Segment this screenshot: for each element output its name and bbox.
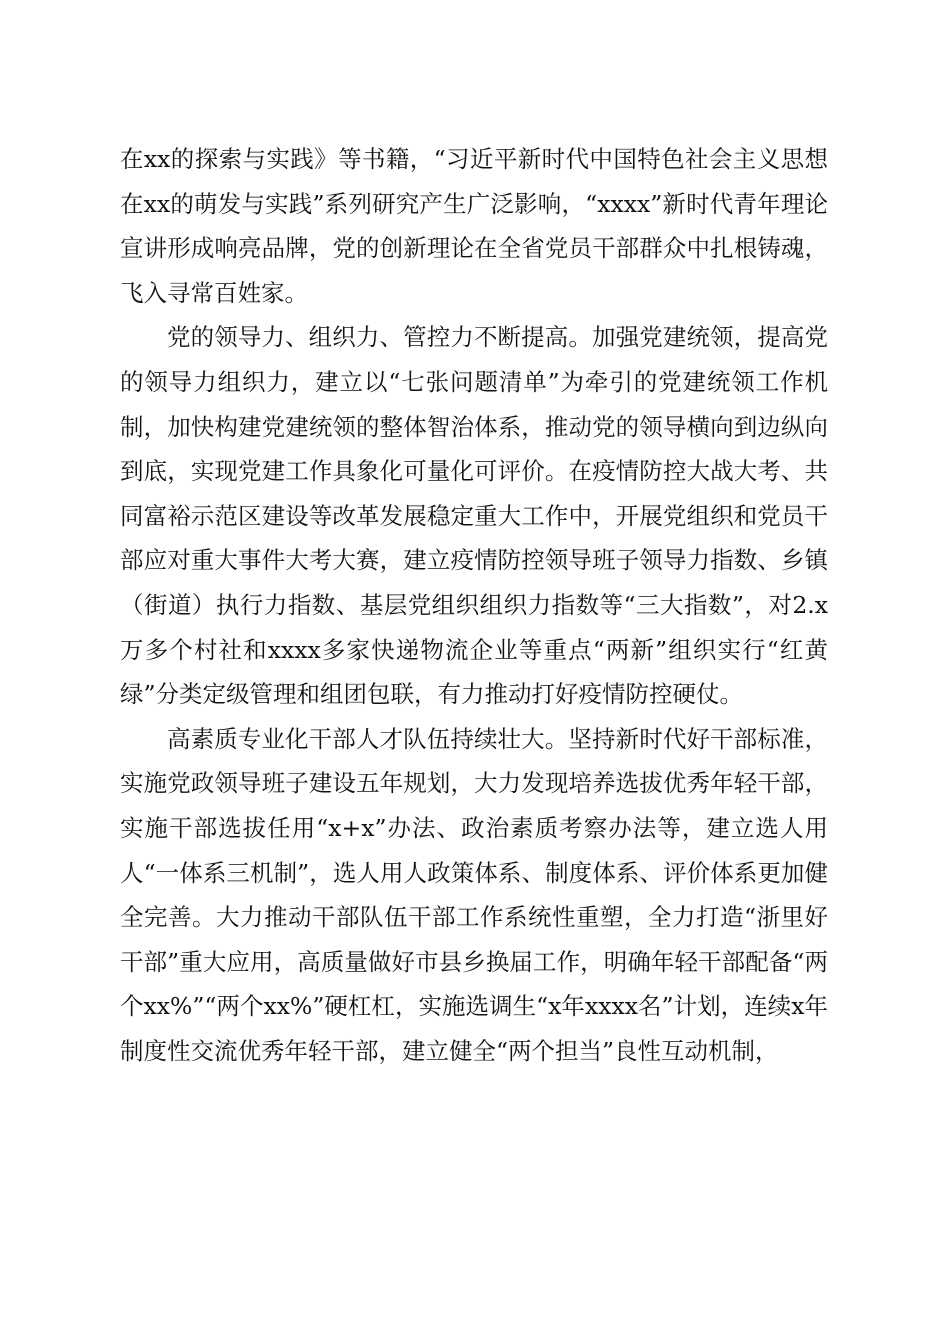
document-body (120, 137, 828, 1073)
paragraph-party-leadership: 党的领导力、组织力、管控力不断提高。加强党建统领，提高党的领导力组织力，建立以“七张问题清单”为牵引的党建统领工作机制，加快构建党建统领的整体智治体系，推动党的领导横向到边纵向到底，实现党建工作具象化可量化可评价。在疫情防控大战大考、共同富裕示范区建设等改革发展稳定重大工作中，开展党组织和党员干部应对重大事件大考大赛，建立疫情防控领导班子领导力指数、乡镇（街道）执行力指数、基层党组织组织力指数等“三大指数”，对2.x万多个村社和xxxx多家快递物流企业等重点“两新”组织实行“红黄绿”分类定级管理和组团包联，有力推动打好疫情防控硬仗。 (120, 323, 828, 709)
paragraph-continuation: 在xx的探索与实践》等书籍，“习近平新时代中国特色社会主义思想在xx的萌发与实践”系列研究产生广泛影响，“xxxx”新时代青年理论宣讲形成响亮品牌，党的创新理论在全省党员干部群众中扎根铸魂，飞入寻常百姓家。 (120, 145, 828, 307)
paragraph-cadre-talent: 高素质专业化干部人才队伍持续壮大。坚持新时代好干部标准，实施党政领导班子建设五年规划，大力发现培养选拔优秀年轻干部，实施干部选拔任用“x+x”办法、政治素质考察办法等，建立选人用人“一体系三机制”，选人用人政策体系、制度体系、评价体系更加健全完善。大力推动干部队伍干部工作系统性重塑，全力打造“浙里好干部”重大应用，高质量做好市县乡换届工作，明确年轻干部配备“两个xx%”“两个xx%”硬杠杠，实施选调生“x年xxxx名”计划，连续x年制度性交流优秀年轻干部，建立健全“两个担当”良性互动机制， (120, 724, 828, 1065)
